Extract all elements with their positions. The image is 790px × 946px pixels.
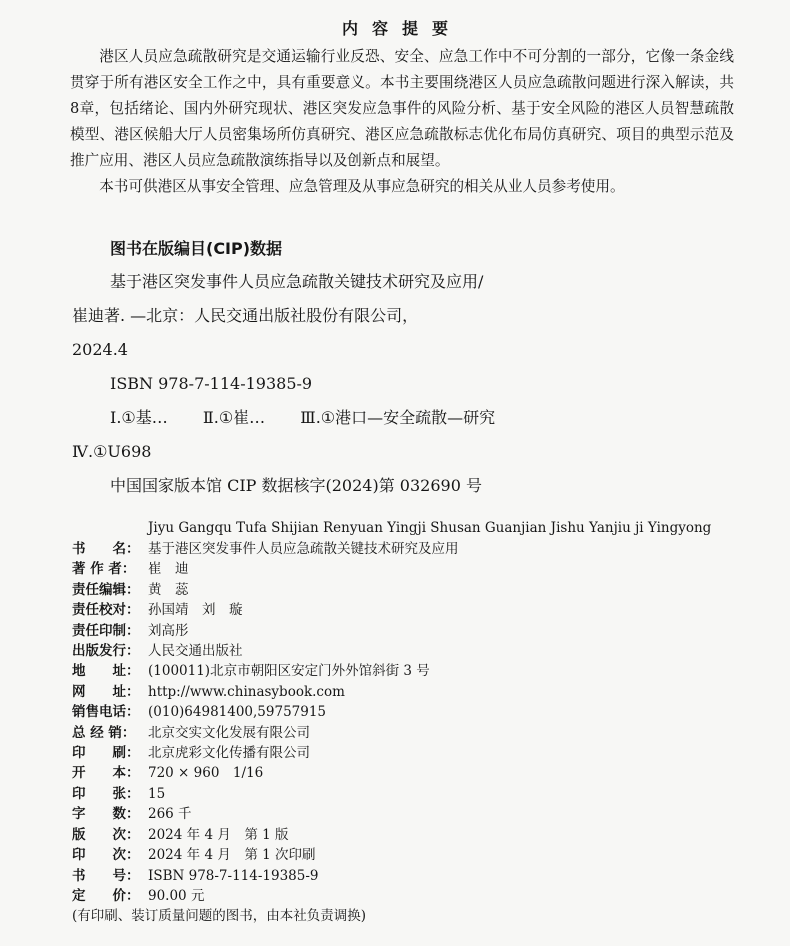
- colophon-value: 孙国靖 刘 璇: [148, 602, 243, 619]
- colophon-row: [72, 621, 752, 641]
- cip-year: 2024.4: [72, 340, 128, 359]
- cip-class-item: Ⅱ.①崔…: [202, 408, 266, 427]
- summary-title: 内容提要: [341, 19, 462, 38]
- colophon-value: 720 × 960 1/16: [148, 765, 264, 782]
- colophon-value: 2024 年 4 月 第 1 次印刷: [148, 847, 316, 864]
- colophon-row: [72, 886, 752, 906]
- cip-title-line: 基于港区突发事件人员应急疏散关键技术研究及应用/: [110, 272, 484, 291]
- cip-block: [72, 265, 742, 503]
- colophon-row: [72, 641, 752, 661]
- colophon-label: 责任编辑：: [72, 581, 140, 598]
- colophon-label: 总 经 销：: [72, 724, 136, 741]
- colophon-value: (100011)北京市朝阳区安定门外外馆斜街 3 号: [148, 663, 430, 680]
- colophon-row: [72, 763, 752, 783]
- colophon-label: 书 名：: [72, 541, 140, 557]
- colophon-label: 印 张：: [72, 785, 140, 802]
- colophon-value: 2024 年 4 月 第 1 版: [148, 826, 289, 843]
- colophon-row: [72, 804, 752, 824]
- colophon-row: [72, 702, 752, 722]
- cip-record-number: 中国国家版本馆 CIP 数据核字(2024)第 032690 号: [110, 476, 482, 495]
- cip-classification-cont: Ⅳ.①U698: [72, 442, 152, 461]
- colophon-row: [72, 784, 752, 804]
- colophon-label: 责任校对：: [72, 602, 140, 619]
- colophon-label: 销售电话：: [72, 704, 140, 721]
- colophon-value: 人民交通出版社: [148, 643, 243, 660]
- colophon-value: 黄 蕊: [148, 581, 189, 598]
- colophon-value: ISBN 978-7-114-19385-9: [148, 867, 319, 884]
- colophon-row: [72, 559, 752, 579]
- summary-paragraph: 港区人员应急疏散研究是交通运输行业反恐、安全、应急工作中不可分割的一部分，它像一条金线贯穿于所有港区安全工作之中，具有重要意义。本书主要围绕港区人员应急疏散问题进行深入解读，共8章，包括绪论、国内外研究现状、港区突发应急事件的风险分析、基于安全风险的港区人员智慧疏散模型、港区候船大厅人员密集场所仿真研究、港区应急疏散标志优化布局仿真研究、项目的典型示范及推广应用、港区人员应急疏散演练指导以及创新点和展望。: [70, 48, 734, 169]
- cip-heading: 图书在版编目(CIP)数据: [110, 239, 283, 258]
- pinyin-title: Jiyu Gangqu Tufa Shijian Renyuan Yingji Shusan Guanjian Jishu Yanjiu ji Yingyong: [148, 520, 712, 536]
- colophon-value: 266 千: [148, 806, 192, 823]
- colophon-row: [72, 743, 752, 763]
- colophon-row: [72, 661, 752, 681]
- colophon-value: http://www.chinasybook.com: [148, 683, 345, 700]
- summary-body: [70, 44, 734, 200]
- colophon-row: [72, 580, 752, 600]
- colophon-row: [72, 723, 752, 743]
- colophon-value: 基于港区突发事件人员应急疏散关键技术研究及应用: [148, 541, 459, 557]
- colophon-label: 出版发行：: [72, 643, 140, 660]
- colophon-label: 印 刷：: [72, 745, 140, 762]
- colophon-row: [72, 866, 752, 886]
- colophon-label: 印 次：: [72, 847, 140, 864]
- cip-classification: [72, 401, 742, 435]
- colophon-value: 北京虎彩文化传播有限公司: [148, 745, 310, 762]
- cip-isbn: ISBN 978-7-114-19385-9: [110, 374, 313, 393]
- cip-class-item: Ⅰ.①基…: [110, 408, 168, 427]
- colophon-value: 北京交实文化发展有限公司: [148, 724, 310, 741]
- colophon-label: 书 号：: [72, 867, 140, 884]
- colophon-label: 著 作 者：: [72, 561, 136, 578]
- colophon-value: 崔 迪: [148, 561, 189, 578]
- colophon-label: 责任印制：: [72, 622, 140, 639]
- cip-class-item: Ⅲ.①港口—安全疏散—研究: [300, 408, 496, 427]
- cip-author-line: 崔迪著. —北京：人民交通出版社股份有限公司，: [72, 306, 419, 325]
- colophon-label: 地 址：: [72, 663, 140, 680]
- colophon-row: [72, 539, 752, 559]
- colophon-row: [72, 845, 752, 865]
- colophon-row: [72, 600, 752, 620]
- colophon-label: 开 本：: [72, 765, 140, 782]
- colophon-label: 版 次：: [72, 826, 140, 843]
- colophon-label: 网 址：: [72, 683, 140, 700]
- colophon-label: 字 数：: [72, 806, 140, 823]
- quality-note: (有印刷、装订质量问题的图书，由本社负责调换): [72, 908, 367, 925]
- colophon-row: [72, 682, 752, 702]
- colophon-value: (010)64981400,59757915: [148, 704, 327, 721]
- summary-paragraph: 本书可供港区从事安全管理、应急管理及从事应急研究的相关从业人员参考使用。: [99, 178, 625, 195]
- colophon-row: [72, 825, 752, 845]
- colophon-value: 90.00 元: [148, 887, 205, 904]
- colophon-label: 定 价：: [72, 887, 140, 904]
- colophon: [72, 539, 752, 927]
- colophon-value: 刘高彤: [148, 622, 189, 639]
- colophon-value: 15: [148, 785, 166, 802]
